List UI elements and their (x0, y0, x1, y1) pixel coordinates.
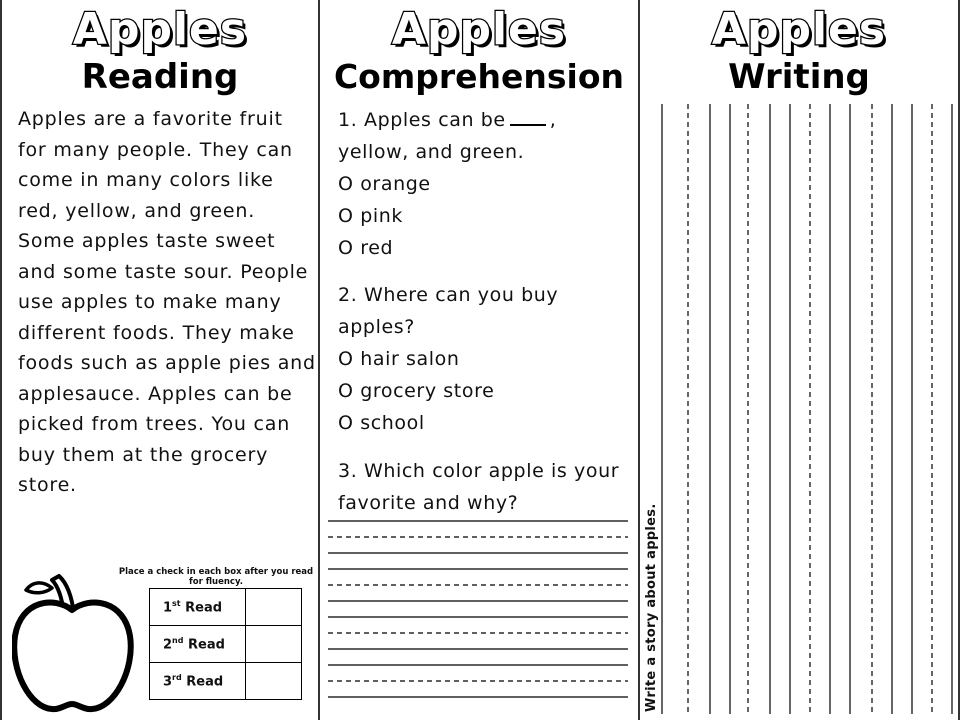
story-writing-lines[interactable] (660, 104, 960, 714)
question-3 (338, 455, 633, 519)
question-1-blank[interactable] (510, 106, 546, 126)
answer-writing-lines[interactable] (328, 519, 628, 709)
reading-title-apples: Apples (72, 4, 248, 55)
comprehension-title: Comprehension (333, 57, 625, 96)
question-1-text-start: 1. Apples can be (338, 109, 506, 131)
fluency-checkbox-2[interactable] (246, 626, 302, 663)
reading-panel (0, 0, 320, 720)
writing-prompt: Write a story about apples. (644, 503, 659, 712)
question-1 (338, 104, 633, 264)
q1-option-pink[interactable]: O pink (338, 205, 403, 227)
q2-option-hair-salon[interactable]: O hair salon (338, 348, 460, 370)
writing-title: Writing (728, 57, 870, 97)
q1-option-red[interactable]: O red (338, 237, 394, 259)
table-row (150, 589, 302, 626)
reading-passage: Apples are a favorite fruit for many people. They can come in many colors like red, yellow, and green. Some apples taste sweet and some taste sour. People use apples to make many different foods. They make foods such as apple pies and applesauce. Apples can be picked from trees. You can buy them at the grocery store. (18, 108, 316, 496)
question-2 (338, 279, 633, 439)
table-row (150, 626, 302, 663)
q2-option-grocery-store[interactable]: O grocery store (338, 380, 495, 402)
question-3-text: 3. Which color apple is your favorite and why? (338, 460, 620, 514)
fluency-checkbox-1[interactable] (246, 589, 302, 626)
reading-title: Reading (81, 57, 239, 97)
writing-title-apples: Apples (711, 4, 887, 55)
comprehension-panel (320, 0, 640, 720)
table-row (150, 663, 302, 700)
comprehension-title-apples: Apples (391, 4, 567, 55)
fluency-table (149, 588, 302, 700)
writing-panel (640, 0, 960, 720)
apple-icon (12, 574, 136, 714)
fluency-instructions: Place a check in each box after you read for fluency. (118, 567, 314, 587)
fluency-label-2: 2nd Read (150, 626, 246, 663)
q2-option-school[interactable]: O school (338, 412, 425, 434)
fluency-label-3: 3rd Read (150, 663, 246, 700)
question-1-text-end: , yellow, and green. (338, 109, 557, 163)
question-2-text: 2. Where can you buy apples? (338, 284, 559, 338)
fluency-label-1: 1st Read (150, 589, 246, 626)
q1-option-orange[interactable]: O orange (338, 173, 431, 195)
fluency-checkbox-3[interactable] (246, 663, 302, 700)
